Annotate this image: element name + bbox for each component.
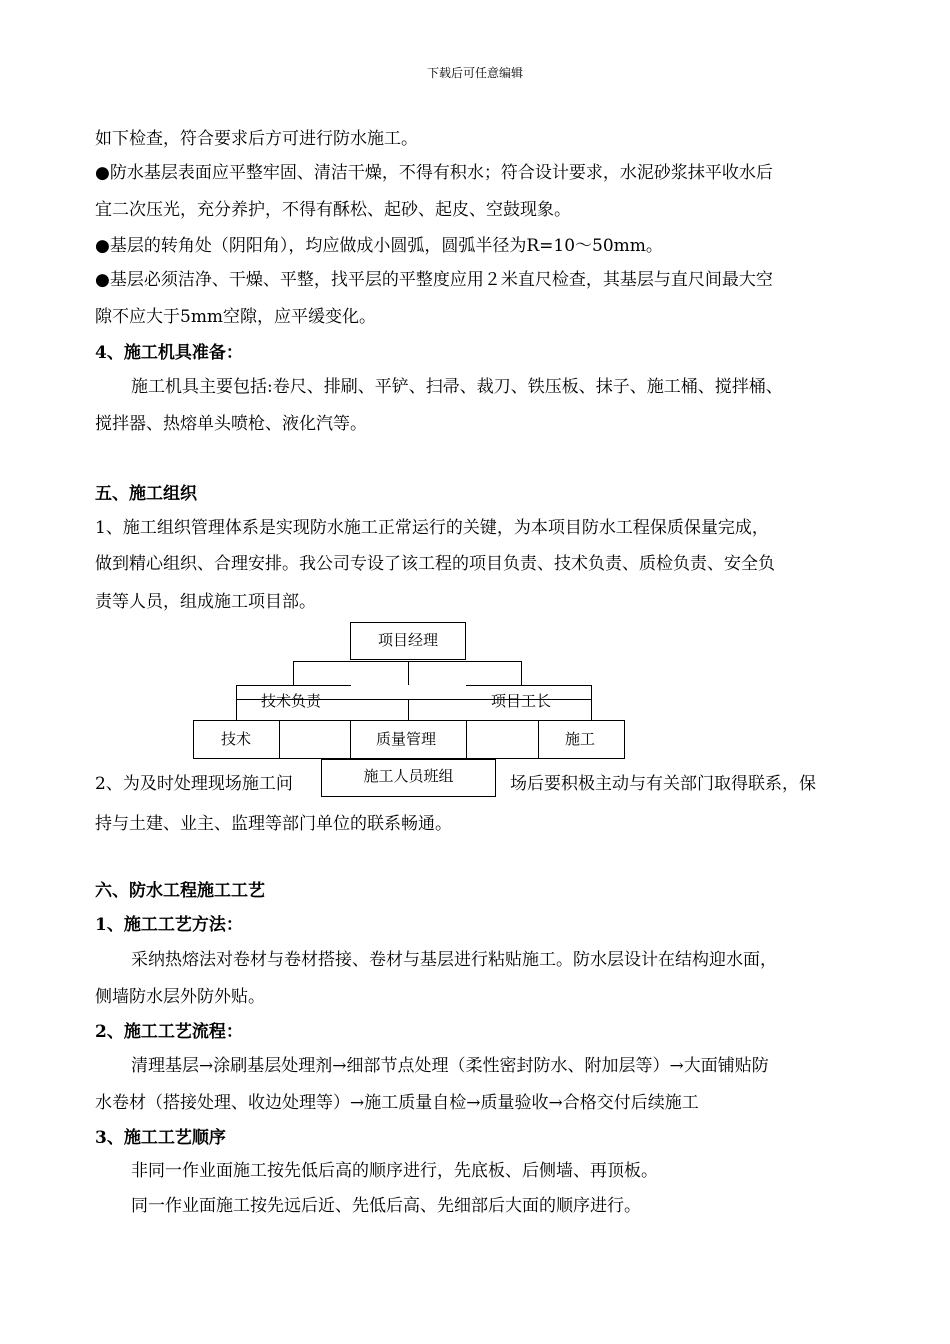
org-label-foreman: 项目工长 xyxy=(491,692,552,710)
org-label-construction: 施工 xyxy=(565,730,596,748)
connector-line xyxy=(521,661,522,685)
text-line-left: 2、为及时处理现场施工问 xyxy=(95,774,293,794)
box-outline xyxy=(466,685,592,686)
text-line: 持与土建、业主、监理等部门单位的联系畅通。 xyxy=(95,814,452,834)
connector-line xyxy=(408,700,409,720)
connector-line xyxy=(591,685,592,720)
text-line: 施工机具主要包括:卷尺、排刷、平铲、扫帚、裁刀、铁压板、抹子、施工桶、搅拌桶、 xyxy=(131,377,783,397)
text-line: 1、施工组织管理体系是实现防水施工正常运行的关键，为本项目防水工程保质保量完成， xyxy=(95,518,769,538)
box-outline xyxy=(236,685,351,686)
text-line: 非同一作业面施工按先低后高的顺序进行，先底板、后侧墙、再顶板。 xyxy=(131,1161,658,1181)
divider xyxy=(466,720,467,759)
text-line: 做到精心组织、合理安排。我公司专设了该工程的项目负责、技术负责、质检负责、安全负 xyxy=(95,554,775,574)
text-line-right: 场后要积极主动与有关部门取得联系，保 xyxy=(510,774,816,794)
org-label-quality: 质量管理 xyxy=(376,730,437,748)
connector-line xyxy=(408,661,409,685)
text-line: 侧墙防水层外防外贴。 xyxy=(95,987,265,1007)
org-label: 施工人员班组 xyxy=(363,767,454,785)
section-heading: 4、施工机具准备： xyxy=(95,343,243,363)
org-label-tech: 技术 xyxy=(221,730,252,748)
divider xyxy=(538,720,539,759)
text-line: 如下检查，符合要求后方可进行防水施工。 xyxy=(95,129,418,149)
chapter-heading: 五、施工组织 xyxy=(95,484,197,504)
text-line: 隙不应大于5mm空隙，应平缓变化。 xyxy=(95,307,377,327)
divider xyxy=(279,720,280,759)
text-line: 同一作业面施工按先远后近、先低后高、先细部后大面的顺序进行。 xyxy=(131,1196,641,1216)
text-line: 采纳热熔法对卷材与卷材搭接、卷材与基层进行粘贴施工。防水层设计在结构迎水面， xyxy=(131,950,777,970)
bullet-line: ●基层的转角处（阴阳角），均应做成小圆弧，圆弧半径为R=10～50mm。 xyxy=(95,236,663,256)
org-label-tech-lead: 技术负责 xyxy=(261,692,322,710)
text-line: 搅拌器、热熔单头喷枪、液化汽等。 xyxy=(95,414,367,434)
org-box-work-team xyxy=(321,759,496,797)
section-heading: 3、施工工艺顺序 xyxy=(95,1128,226,1148)
section-heading: 2、施工工艺流程： xyxy=(95,1022,243,1042)
text-line: 宜二次压光，充分养护，不得有酥松、起砂、起皮、空鼓现象。 xyxy=(95,200,571,220)
divider xyxy=(350,720,351,759)
connector-line xyxy=(236,685,237,720)
section-heading: 1、施工工艺方法： xyxy=(95,915,243,935)
org-box-project-manager xyxy=(350,622,466,660)
org-label: 项目经理 xyxy=(377,631,438,649)
text-line: 水卷材（搭接处理、收边处理等）→施工质量自检→质量验收→合格交付后续施工 xyxy=(95,1093,699,1113)
text-line: 责等人员，组成施工项目部。 xyxy=(95,592,316,612)
bullet-line: ●防水基层表面应平整牢固、清洁干燥，不得有积水；符合设计要求，水泥砂浆抹平收水后 xyxy=(95,163,773,183)
text-line: 清理基层→涂刷基层处理剂→细部节点处理（柔性密封防水、附加层等）→大面铺贴防 xyxy=(131,1056,769,1076)
bullet-line: ●基层必须洁净、干燥、平整，找平层的平整度应用２米直尺检查，其基层与直尺间最大空 xyxy=(95,270,773,290)
connector-line xyxy=(293,661,294,685)
chapter-heading: 六、防水工程施工工艺 xyxy=(95,881,265,901)
page-header-note: 下载后可任意编辑 xyxy=(426,66,523,80)
